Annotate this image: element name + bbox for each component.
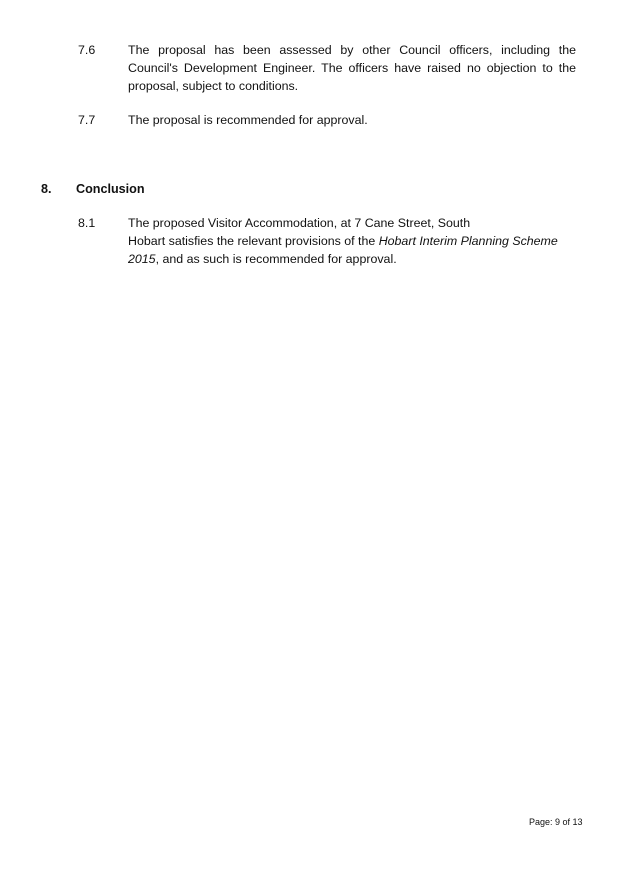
paragraph-number: 7.6 — [78, 43, 96, 57]
paragraph-7-7 — [78, 111, 578, 129]
section-heading — [41, 180, 145, 198]
text-line — [128, 250, 576, 268]
paragraph-text: The proposal is recommended for approval. — [128, 113, 368, 127]
section-title: Conclusion — [76, 182, 145, 196]
text-line: The proposed Visitor Accommodation, at 7 Cane Street, South — [128, 216, 471, 230]
section-number: 8. — [41, 182, 52, 196]
scheme-year: 2015 — [128, 252, 156, 266]
paragraph-number: 7.7 — [78, 113, 96, 127]
paragraph-text — [128, 214, 576, 268]
paragraph-text: The proposal has been assessed by other Council officers, including the Council's Development Engineer. The officers have raised no objection to the proposal, subject to conditions. — [128, 43, 576, 93]
paragraph-number: 8.1 — [78, 216, 96, 230]
scheme-title: Hobart Interim Planning Scheme — [378, 234, 558, 248]
page-number: Page: 9 of 13 — [529, 817, 583, 827]
text-run: Hobart satisfies the relevant provisions of the — [128, 234, 379, 248]
text-run: , and as such is recommended for approval. — [155, 252, 397, 266]
paragraph-8-1 — [78, 214, 578, 268]
text-line — [128, 232, 576, 250]
paragraph-7-6 — [78, 41, 578, 95]
